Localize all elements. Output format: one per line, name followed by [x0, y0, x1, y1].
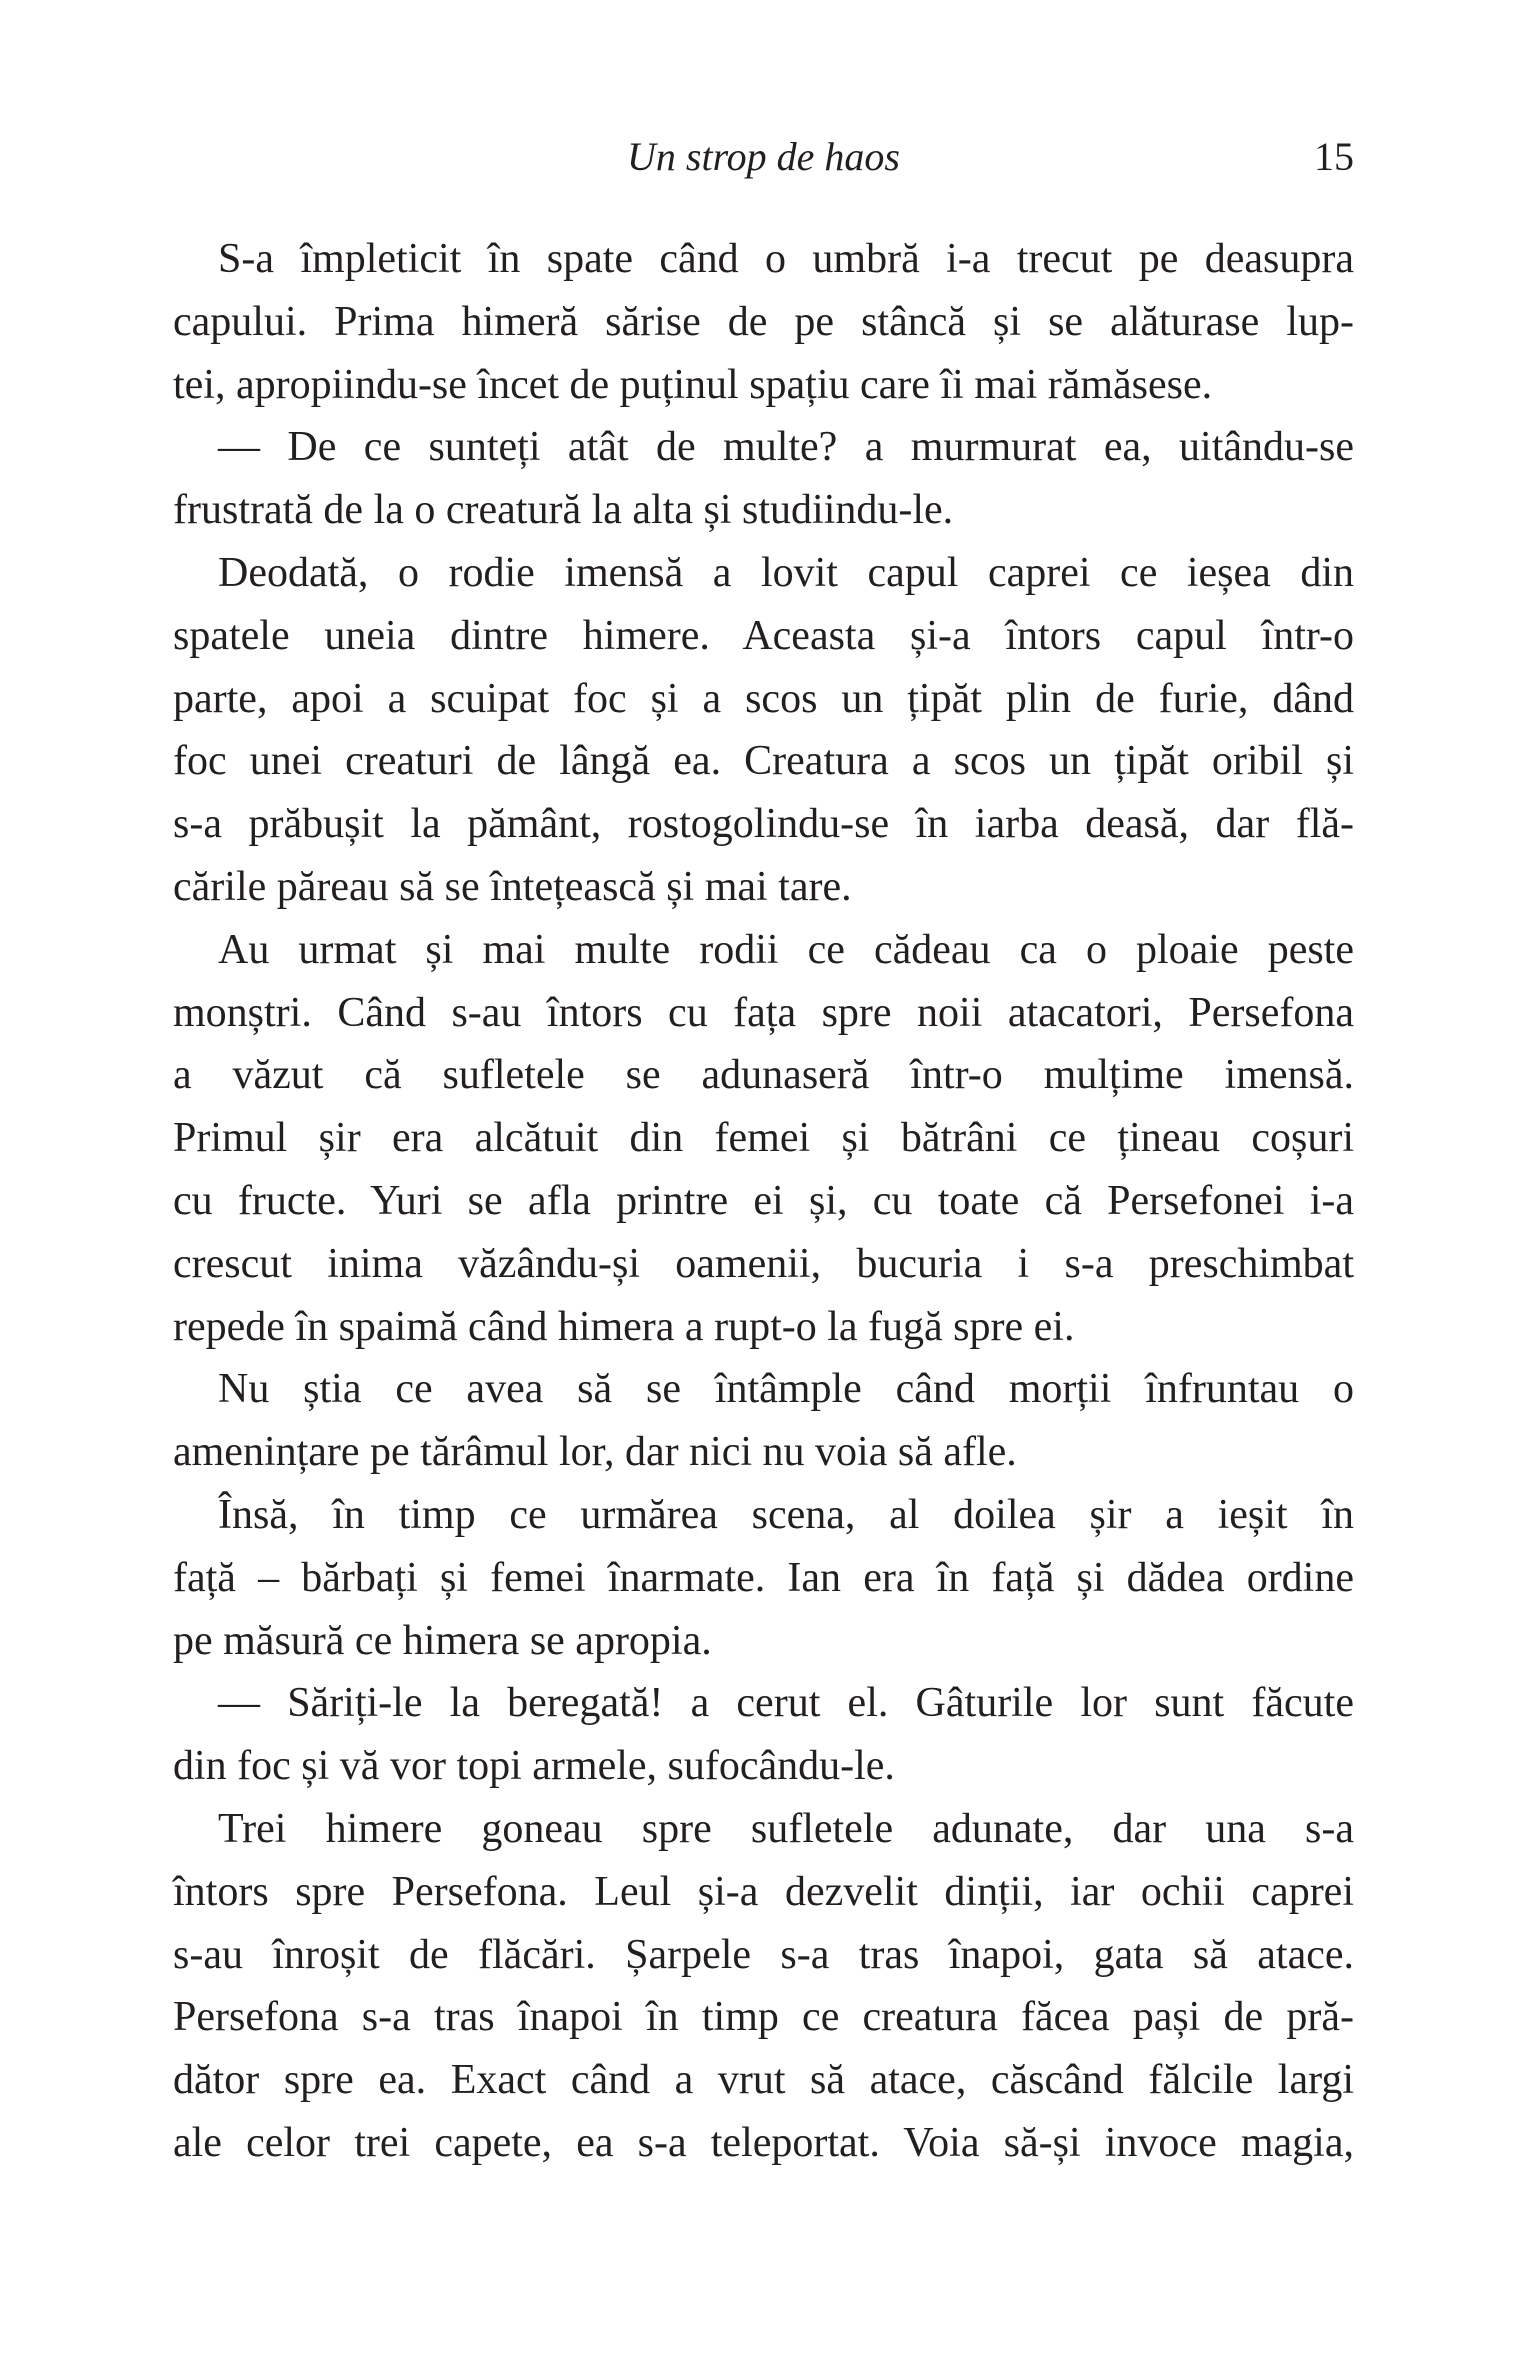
paragraph — [173, 1484, 1354, 1672]
text-line: s-a prăbușit la pământ, rostogolindu-se în iarba deasă, dar flă- — [173, 801, 1354, 848]
paragraph — [173, 919, 1354, 1359]
text-line: întors spre Persefona. Leul și-a dezvelit dinții, iar ochii caprei — [173, 1868, 1354, 1915]
text-line: ale celor trei capete, ea s-a teleportat. Voia să-și invoce magia, — [173, 2119, 1354, 2166]
paragraph — [173, 542, 1354, 919]
text-line: Primul șir era alcătuit din femei și bătrâni ce țineau coșuri — [173, 1115, 1354, 1162]
text-line: față – bărbați și femei înarmate. Ian era în față și dădea ordine — [173, 1554, 1354, 1601]
text-line: pe măsură ce himera se apropia. — [173, 1617, 712, 1664]
paragraph — [173, 416, 1354, 542]
text-line: s-au înroșit de flăcări. Șarpele s-a tras înapoi, gata să atace. — [173, 1931, 1354, 1978]
page-number: 15 — [1314, 134, 1354, 179]
text-line: Deodată, o rodie imensă a lovit capul caprei ce ieșea din — [218, 549, 1354, 596]
paragraph — [173, 1798, 1354, 2175]
text-line: S-a împleticit în spate când o umbră i-a trecut pe deasupra — [218, 236, 1354, 282]
text-line: Nu știa ce avea să se întâmple când morții înfruntau o — [218, 1366, 1354, 1413]
text-line: tei, apropiindu-se încet de puținul spațiu care îi mai rămăsese. — [173, 361, 1213, 408]
text-line: din foc și vă vor topi armele, sufocându-le. — [173, 1743, 895, 1790]
text-line: capului. Prima himeră sărise de pe stâncă și se alăturase lup- — [173, 298, 1354, 345]
text-line: Trei himere goneau spre sufletele adunate, dar una s-a — [218, 1805, 1354, 1852]
text-line: — Săriți-le la beregată! a cerut el. Gâturile lor sunt făcute — [218, 1680, 1354, 1727]
paragraph — [173, 1358, 1354, 1484]
text-line: Persefona s-a tras înapoi în timp ce creatura făcea pași de pră- — [173, 1994, 1354, 2041]
text-line: spatele uneia dintre himere. Aceasta și-a întors capul într-o — [173, 612, 1354, 659]
text-line: crescut inima văzându-și oamenii, bucuria i s-a preschimbat — [173, 1240, 1354, 1287]
text-line: cu fructe. Yuri se afla printre ei și, cu toate că Persefonei i-a — [173, 1177, 1354, 1224]
text-line: repede în spaimă când himera a rupt-o la fugă spre ei. — [173, 1303, 1075, 1350]
text-line: cările păreau să se întețească și mai tare. — [173, 863, 852, 910]
paragraph — [173, 1672, 1354, 1798]
page-header — [173, 132, 1354, 182]
text-line: frustrată de la o creatură la alta și studiindu-le. — [173, 487, 954, 534]
text-line: Însă, în timp ce urmărea scena, al doilea șir a ieșit în — [218, 1491, 1354, 1538]
text-line: dător spre ea. Exact când a vrut să atace, căscând fălcile largi — [173, 2057, 1354, 2104]
text-line: — De ce sunteți atât de multe? a murmurat ea, uitându-se — [218, 424, 1354, 471]
text-line: a văzut că sufletele se adunaseră într-o mulțime imensă. — [173, 1052, 1354, 1099]
text-line: monștri. Când s-au întors cu fața spre noii atacatori, Persefona — [173, 989, 1354, 1036]
text-line: Au urmat și mai multe rodii ce cădeau ca o ploaie peste — [218, 926, 1354, 973]
running-title: Un strop de haos — [627, 134, 900, 179]
text-line: parte, apoi a scuipat foc și a scos un țipăt plin de furie, dând — [173, 675, 1354, 722]
text-line: foc unei creaturi de lângă ea. Creatura a scos un țipăt oribil și — [173, 738, 1354, 785]
paragraph — [173, 228, 1354, 416]
text-line: amenințare pe tărâmul lor, dar nici nu voia să afle. — [173, 1429, 1017, 1476]
page-body — [173, 228, 1354, 2175]
